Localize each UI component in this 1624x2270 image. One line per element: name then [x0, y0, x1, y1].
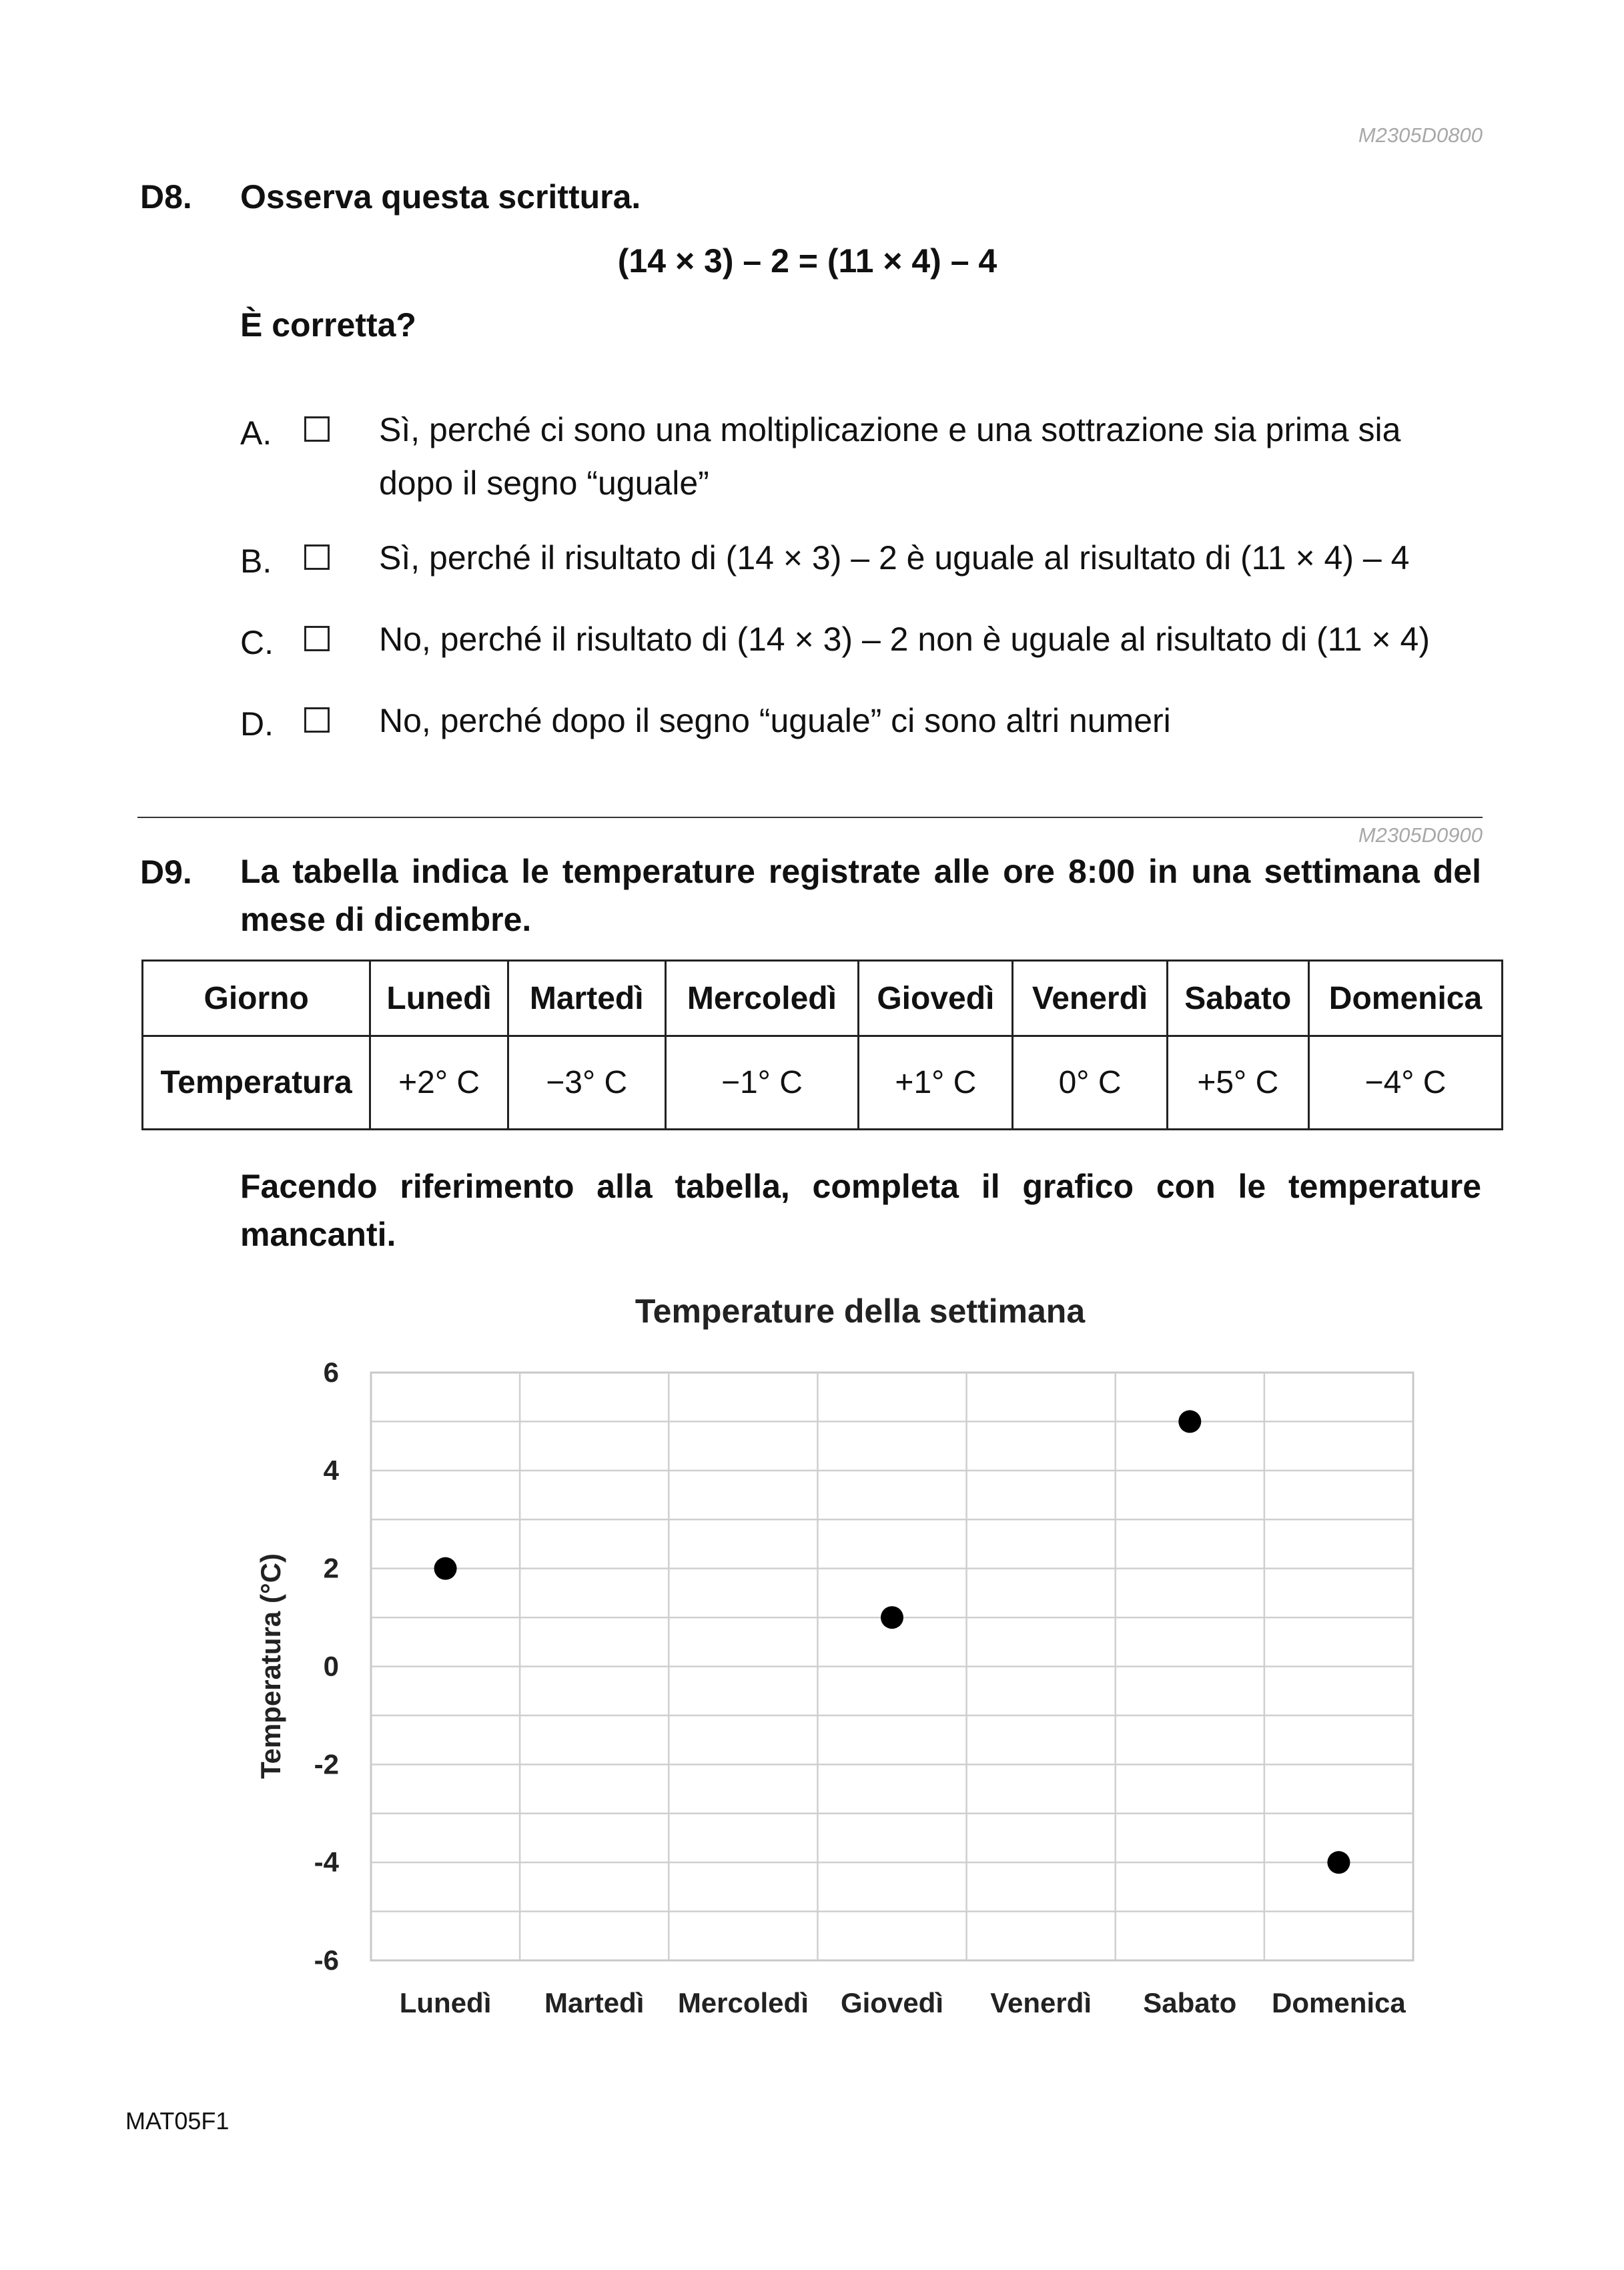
x-tick-label: Martedì — [544, 1987, 645, 2018]
y-tick-label: 6 — [323, 1357, 339, 1388]
option-c-text: No, perché il risultato di (14 × 3) – 2 non è uguale al risultato di (11 × 4) — [379, 621, 1430, 658]
table-header-cell: Sabato — [1167, 961, 1308, 1036]
y-tick-label: -2 — [314, 1748, 339, 1780]
table-cell: +5° C — [1167, 1036, 1308, 1130]
question-prompt-d8: Osserva questa scrittura. — [240, 178, 641, 216]
option-d-text: No, perché dopo il segno “uguale” ci sono altri numeri — [379, 702, 1171, 739]
table-cell: 0° C — [1013, 1036, 1167, 1130]
table-header-cell: Venerdì — [1013, 961, 1167, 1036]
table-cell: −1° C — [665, 1036, 859, 1130]
item-code-d8: M2305D0800 — [1358, 123, 1483, 147]
x-tick-label: Sabato — [1143, 1987, 1237, 2018]
table-header-cell: Mercoledì — [665, 961, 859, 1036]
item-code-d9: M2305D0900 — [1358, 823, 1483, 847]
table-header-cell: Lunedì — [370, 961, 508, 1036]
table-header-cell: Domenica — [1308, 961, 1502, 1036]
question-d8: È corretta? — [240, 306, 416, 344]
footer-code: MAT05F1 — [125, 2107, 230, 2135]
option-letter: B. — [240, 542, 272, 580]
question-number-d9: D9. — [140, 853, 192, 891]
table-header-cell: Giovedì — [859, 961, 1013, 1036]
chart-y-axis-label: Temperatura (°C) — [255, 1553, 286, 1780]
option-letter: C. — [240, 624, 274, 661]
question-number-d8: D8. — [140, 178, 192, 216]
table-cell: +1° C — [859, 1036, 1013, 1130]
math-expression: (14 × 3) – 2 = (11 × 4) – 4 — [617, 242, 997, 280]
x-tick-label: Domenica — [1272, 1987, 1406, 2018]
x-tick-label: Lunedì — [399, 1987, 492, 2018]
y-tick-label: -4 — [314, 1846, 339, 1878]
data-point — [1178, 1410, 1201, 1433]
y-tick-label: 4 — [323, 1454, 339, 1486]
option-a-text-line2: dopo il segno “uguale” — [379, 464, 709, 502]
x-tick-label: Venerdì — [990, 1987, 1092, 2018]
y-tick-label: -6 — [314, 1944, 339, 1976]
data-point — [881, 1606, 903, 1629]
data-point — [1327, 1851, 1350, 1874]
option-letter: A. — [240, 414, 272, 452]
table-cell: +2° C — [370, 1036, 508, 1130]
chart-title: Temperature della settimana — [635, 1292, 1086, 1330]
table-cell: −4° C — [1308, 1036, 1502, 1130]
table-header-cell: Giorno — [143, 961, 370, 1036]
x-tick-label: Mercoledì — [677, 1987, 809, 2018]
option-a-text-line1: Sì, perché ci sono una moltiplicazione e una sottrazione sia prima sia — [379, 411, 1401, 448]
y-tick-label: 0 — [323, 1650, 339, 1682]
x-tick-label: Giovedì — [840, 1987, 944, 2018]
data-point — [434, 1557, 457, 1580]
question-instruction-d9: Facendo riferimento alla tabella, completa il grafico con le temperature mancanti. — [240, 1168, 1481, 1253]
table-row-header: Temperatura — [143, 1036, 370, 1130]
question-intro-d9: La tabella indica le temperature registrate alle ore 8:00 in una settimana del mese di dicembre. — [240, 853, 1481, 938]
option-b-text: Sì, perché il risultato di (14 × 3) – 2 è uguale al risultato di (11 × 4) – 4 — [379, 539, 1410, 577]
table-cell: −3° C — [508, 1036, 665, 1130]
y-tick-label: 2 — [323, 1552, 339, 1584]
option-letter: D. — [240, 705, 274, 743]
table-header-cell: Martedì — [508, 961, 665, 1036]
